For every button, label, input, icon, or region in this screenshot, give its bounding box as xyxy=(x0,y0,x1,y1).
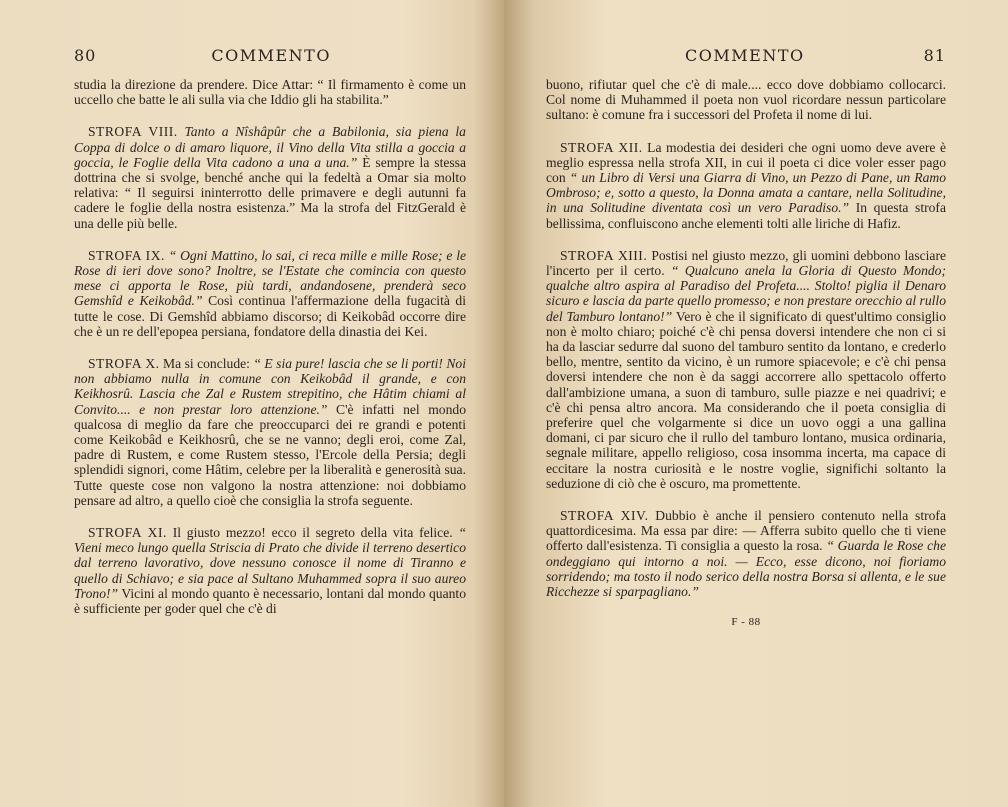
paragraph-strofa-x xyxy=(74,356,466,508)
right-page xyxy=(504,0,1008,807)
strofa-heading: STROFA XIII. xyxy=(560,247,648,263)
paragraph xyxy=(546,77,946,123)
paragraph-body: È sempre la stessa dottrina che si svolge, benché anche qui la fedeltà a Omar sia molto relativa: “ Il seguirsi ininterrotto delle primavere e degli autunni fa cadere le foglie della nostra esistenza.” Ma la strofa del FitzGerald è una delle più belle. xyxy=(74,154,466,231)
paragraph-strofa-xi xyxy=(74,525,466,616)
verse-quote: “ un Libro di Versi una Giarra di Vino, un Pezzo di Pane, un Ramo Ombroso; e, sotto a questo, la Donna amata a cantare, nella Solitudine, in una Solitudine diventata così un vero Paradiso.” xyxy=(546,170,946,216)
left-running-head xyxy=(74,46,466,65)
verse-quote: Tanto a Nîshâpûr che a Babilonia, sia piena la Coppa di dolce o di amaro liquore, il Vino della Vita stilla a goccia a goccia, le Foglie della Vita cadono a una a una.” xyxy=(74,124,466,170)
paragraph-intro: Ma si conclude: xyxy=(159,356,254,372)
paragraph-strofa-xiv xyxy=(546,508,946,599)
paragraph-strofa-xiii xyxy=(546,248,946,491)
verse-quote: “ E sia pure! lascia che se li porti! Noi non abbiamo nulla in comune con Keikobâd il grande, e con Keikhosrû. Lascia che Zal e Rustem strepitino, che Hâtim chiami al Convito.... e non prestar loro attenzione.” xyxy=(74,356,466,417)
paragraph-intro: Postisi nel giusto mezzo, gli uomini debbono lasciare l'incerto per il certo. xyxy=(546,247,947,279)
strofa-heading: STROFA X. xyxy=(88,356,160,372)
paragraph-body: Vero è che il significato di quest'ultimo consiglio non è molto chiaro; poiché c'è chi pensa doversi intendere che non ci si ha da lasciar sedurre dal suono del tamburo sentito da lontano, e crederlo bello, mentre, sentito da vicino, è un rumore spiacevole; e c'è chi pensa doversi intendere che non è da saggi accorrere allo spettacolo offerto dall'ambizione umana, a suon di tamburo, sulle piazze e nei quadrivi; e c'è chi pensa altro ancora. Ma considerando che il poeta consiglia di preferire quel che volgarmente si dice un uovo oggi a una gallina domani, ci par sicuro che il rullo del tamburo lontano, musica ordinaria, segnale militare, appello religioso, cosa insomma incerta, ma capace di eccitare la nostra curiosità e le nostre voglie, significhi soltanto la seduzione di ciò che è oscuro, ma promettente. xyxy=(546,308,946,491)
strofa-heading: STROFA IX. xyxy=(88,247,165,263)
running-title-left: COMMENTO xyxy=(211,46,331,65)
verse-quote: “ Qualcuno anela la Gloria di Questo Mondo; qualche altro aspira al Paradiso del Profeta.... Stolto! piglia il Denaro sicuro e lascia da parte quello promesso; e non prestare orecchio al rullo del Tamburo lontano!” xyxy=(546,263,946,324)
paragraph-intro: Il giusto mezzo! ecco il segreto della vita felice. xyxy=(166,525,459,541)
strofa-heading: STROFA XII. xyxy=(560,139,643,155)
page-number-left: 80 xyxy=(74,46,97,65)
paragraph-strofa-ix xyxy=(74,248,466,339)
paragraph-body: Così continua l'affermazione della fugacità di tutte le cose. Di Gemshîd abbiamo discorso; di Keikobâd occorre dire che è un re dell'epopea persiana, fondatore della dinastia dei Kei. xyxy=(74,293,467,339)
verse-quote: “ Ogni Mattino, lo sai, ci reca mille e mille Rose; e le Rose di ieri dove sono? Inoltre, se l'Estate che comincia con questo mese ci apporta le Rose, più tardi, andandosene, prenderà seco Gemshîd e Keikobâd.” xyxy=(74,247,467,309)
paragraph-body: buono, rifiutar quel che c'è di male.... ecco dove dobbiamo collocarci. Col nome di Muhammed il poeta non vuol ricordare nessun particolare sultano: è comune fra i successori del Profeta il nome di lui. xyxy=(546,77,946,123)
printer-signature: F - 88 xyxy=(731,616,761,629)
paragraph-intro: La modestia dei desideri che ogni uomo deve avere è meglio espressa nella strofa XII, in cui il poeta ci dice voler esser pago con xyxy=(546,139,946,186)
verse-quote: “ Guarda le Rose che ondeggiano qui intorno a noi. — Ecco, esse dicono, noi fioriamo sorridendo; ma tosto il nodo serico della nostra Borsa si allenta, e le sue Ricchezze si sparpagliano.” xyxy=(546,538,946,600)
paragraph-body: Vicini al mondo quanto è necessario, lontani dal mondo quanto è sufficiente per goder quel che c'è di xyxy=(74,585,466,617)
verse-quote: “ Vieni meco lungo quella Striscia di Prato che divide il terreno desertico dal terreno lavorativo, dove nessuno conosce il nome di Tiranno e quello di Schiavo; e sia pace al Sultano Muhammed sopra il suo aureo Trono!” xyxy=(74,525,466,601)
paragraph-intro: Dubbio è anche il pensiero contenuto nella strofa quattordicesima. Ma essa par dire: — Afferra subito quello che ti viene offerto dall'esistenza. Ti consiglia a questo la rosa. xyxy=(546,508,946,554)
paragraph-body: C'è infatti nel mondo qualcosa di meglio da fare che preoccuparci dei re grandi e potenti come Keikobâd e Keikhosrû, che se ne vanno; degli eroi, come Zal, padre di Rustem, e come Rustem stesso, l'Ercole della Persia; degli splendidi signori, come Hâtim, celebre per la liberalità e generosità sua. Tutte queste cose non valgono la nostra attenzione: noi dobbiamo pensare ad altro, a quello cioè che consiglia la strofa seguente. xyxy=(74,401,466,508)
paragraph-strofa-viii xyxy=(74,124,466,230)
page-number-right: 81 xyxy=(923,46,946,65)
strofa-heading: STROFA VIII. xyxy=(88,124,178,140)
paragraph xyxy=(74,77,466,107)
right-running-head xyxy=(546,46,946,65)
running-title-right: COMMENTO xyxy=(685,46,805,65)
strofa-heading: STROFA XI. xyxy=(88,525,167,541)
paragraph-body: studia la direzione da prendere. Dice Attar: “ Il firmamento è come un uccello che batte le ali sulla via che Iddio gli ha stabilita.” xyxy=(74,77,466,108)
paragraph-body: In questa strofa bellissima, confluiscono anche elementi tolti alle liriche di Hafiz. xyxy=(546,200,946,231)
strofa-heading: STROFA XIV. xyxy=(560,508,649,524)
paragraph-strofa-xii xyxy=(546,140,946,231)
